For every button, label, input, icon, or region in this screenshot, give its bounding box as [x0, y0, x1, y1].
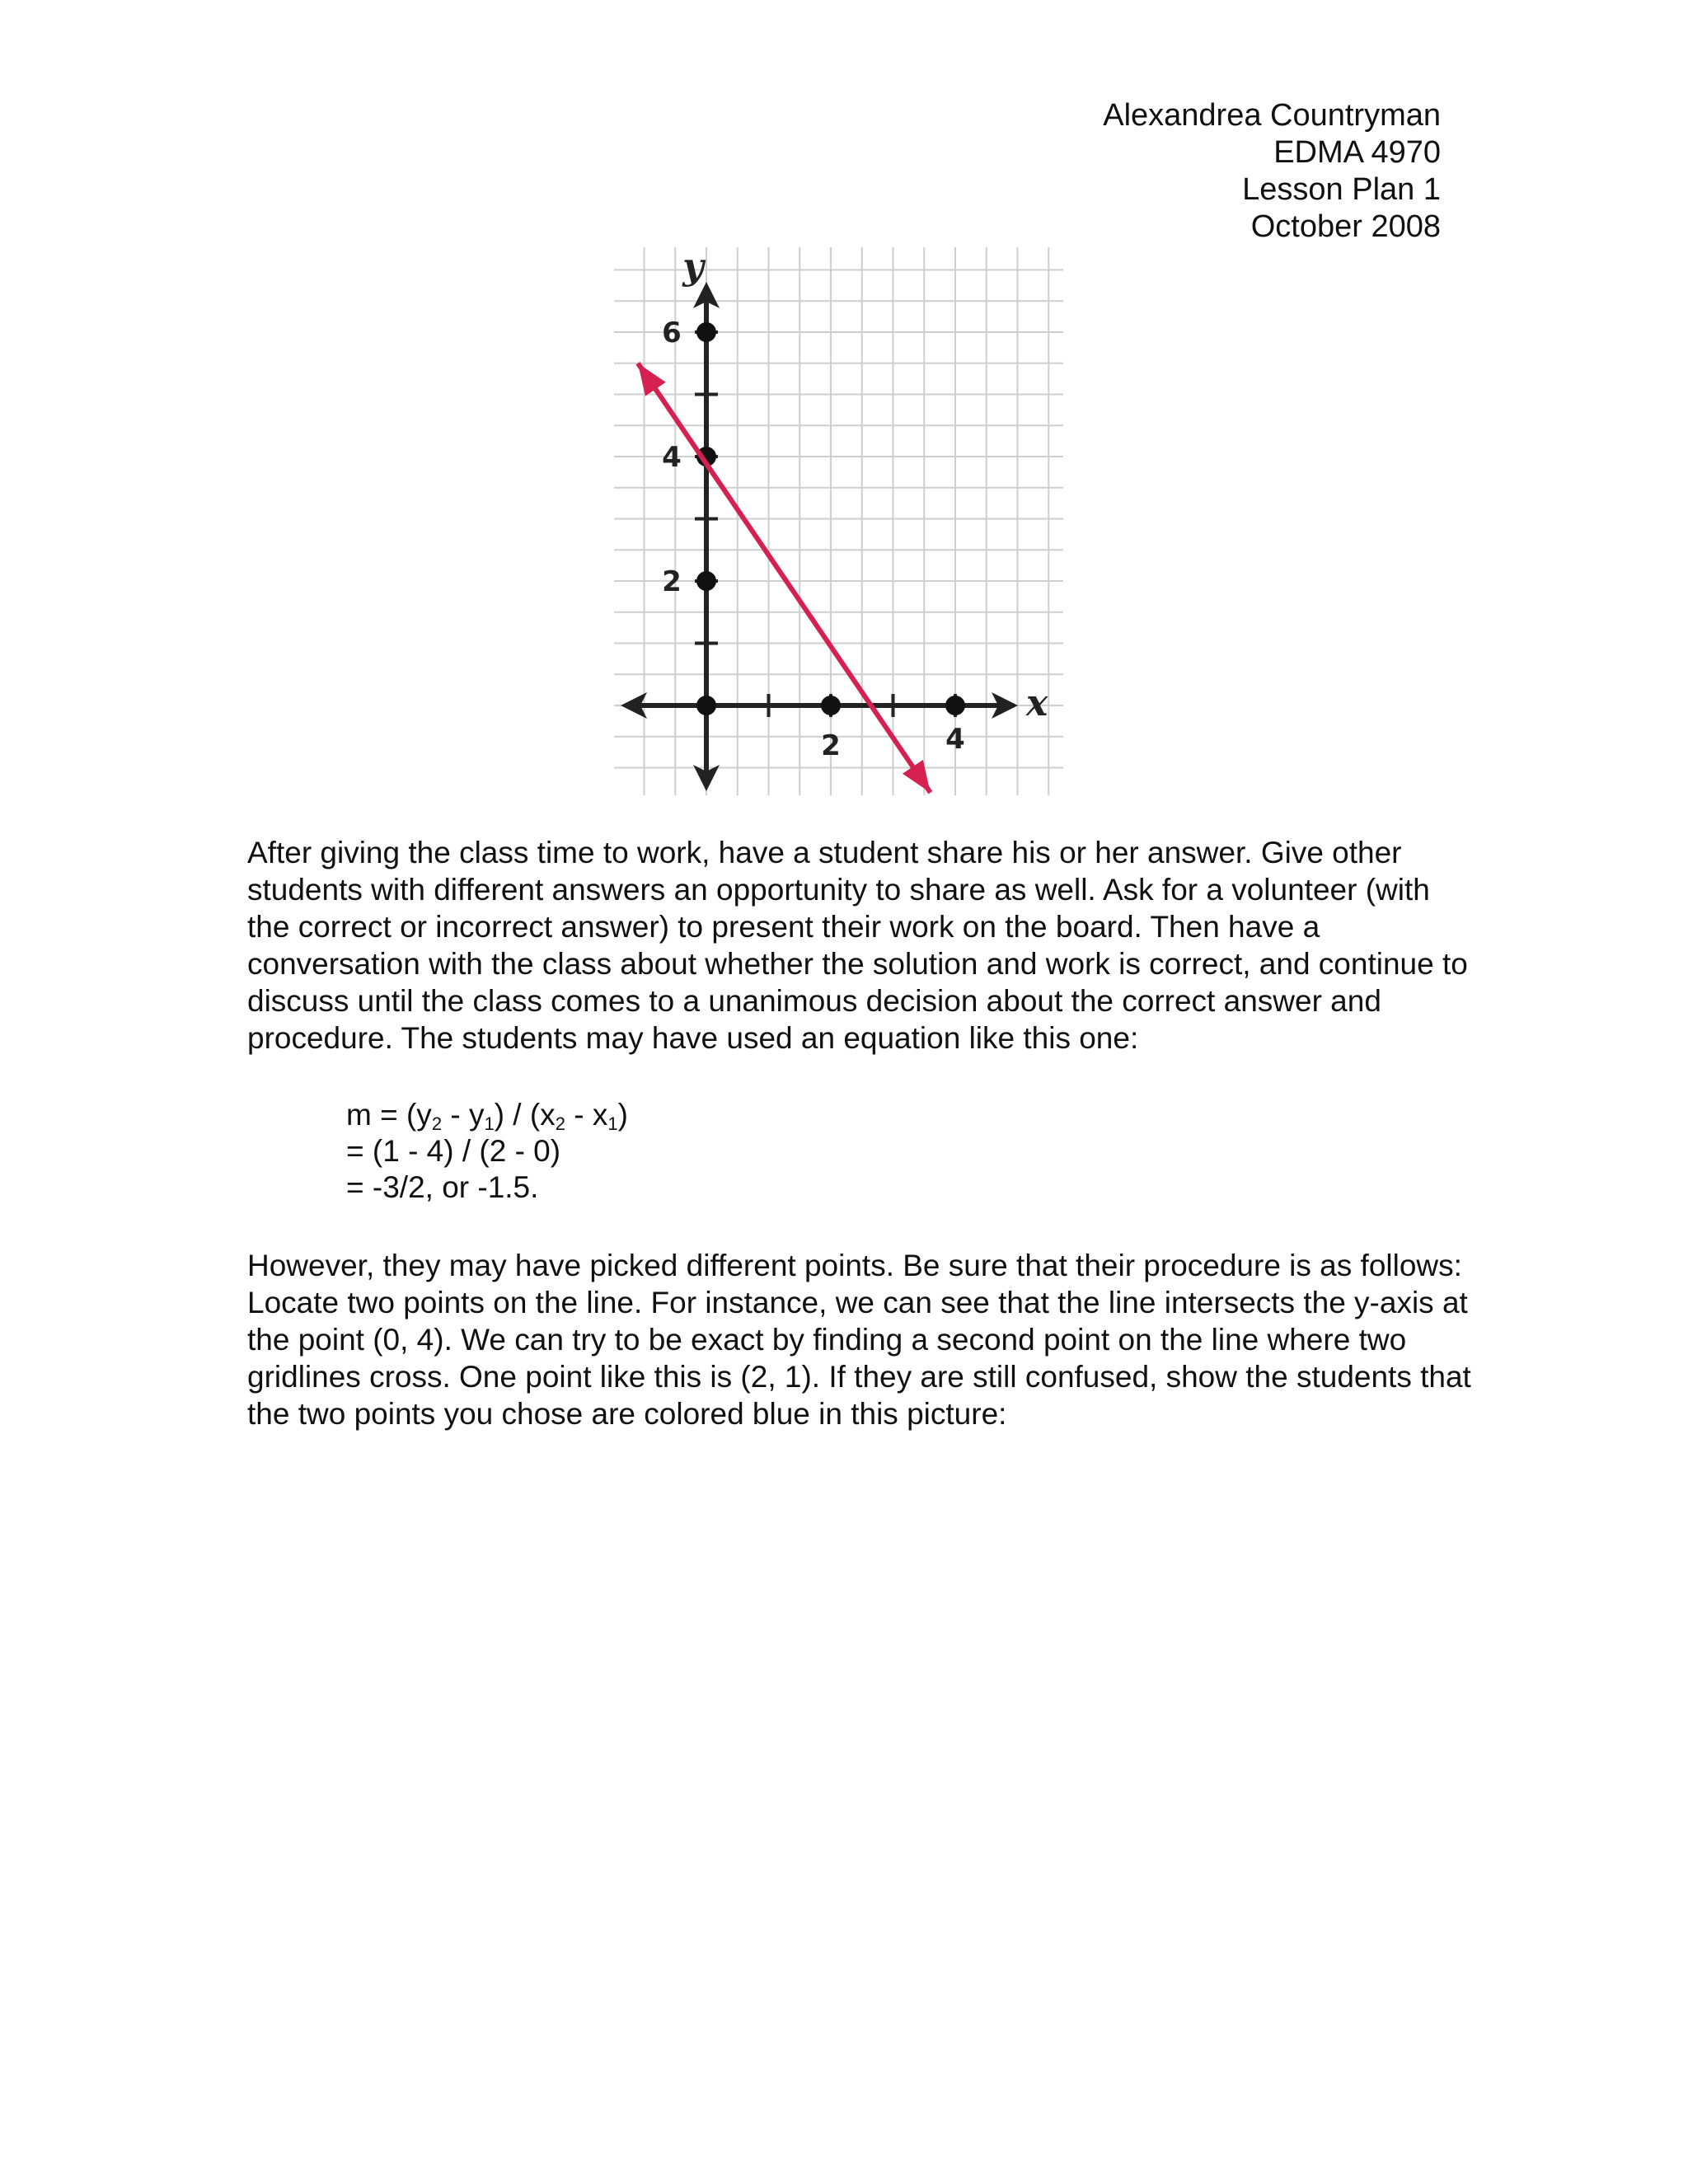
equation-line-2: = (1 - 4) / (2 - 0) — [346, 1134, 561, 1168]
y-tick-label: 4 — [662, 441, 682, 474]
marked-point — [696, 571, 716, 591]
paragraph-line: students with different answers an opportunity to share as well. Ask for a volunteer (with — [247, 873, 1430, 907]
marked-point — [821, 696, 841, 715]
slope-equation — [346, 1097, 628, 1206]
line-graph-figure — [614, 247, 1076, 804]
line-graph — [614, 247, 1076, 804]
course-code: EDMA 4970 — [1273, 135, 1441, 170]
x-tick-label: 2 — [821, 729, 841, 762]
graphed-line-arrow-start-icon — [638, 363, 666, 396]
paragraph-line: conversation with the class about whether the solution and work is correct, and continue to — [247, 947, 1468, 981]
paragraph-line: gridlines cross. One point like this is (2, 1). If they are still confused, show the students that — [247, 1360, 1471, 1394]
paragraph-line: After giving the class time to work, have a student share his or her answer. Give other — [247, 836, 1402, 869]
document-date: October 2008 — [1250, 209, 1441, 244]
marked-point — [945, 696, 965, 715]
paragraph-line: procedure. The students may have used an equation like this one: — [247, 1021, 1139, 1055]
y-tick-label: 2 — [662, 565, 682, 598]
author-name: Alexandrea Countryman — [1103, 98, 1441, 133]
x-tick-label: 4 — [945, 723, 965, 756]
paragraph-line: the point (0, 4). We can try to be exact by finding a second point on the line where two — [247, 1323, 1407, 1357]
marked-point — [696, 696, 716, 715]
paragraph-line: Locate two points on the line. For instance, we can see that the line intersects the y-axis at — [247, 1286, 1468, 1319]
y-tick-label: 6 — [662, 316, 682, 349]
equation-line-3: = -3/2, or -1.5. — [346, 1170, 539, 1204]
document-header — [1103, 97, 1441, 246]
graphed-line — [638, 363, 931, 793]
equation-line-1: $m = (y_2 - y_1) / (x_2 - x_1)$ — [346, 1098, 628, 1134]
paragraph-line: However, they may have picked different points. Be sure that their procedure is as follows: — [247, 1249, 1462, 1282]
marked-point — [696, 322, 716, 342]
paragraph-line: discuss until the class comes to a unanimous decision about the correct answer and — [247, 984, 1381, 1018]
lesson-title: Lesson Plan 1 — [1242, 172, 1441, 207]
instruction-paragraph — [247, 834, 1468, 1057]
y-axis-label: y — [682, 247, 704, 288]
x-axis-label: x — [1026, 682, 1048, 724]
graphed-line-arrow-end-icon — [903, 760, 931, 793]
procedure-paragraph — [247, 1247, 1471, 1432]
paragraph-line: the correct or incorrect answer) to present their work on the board. Then have a — [247, 910, 1320, 944]
paragraph-line: the two points you chose are colored blue in this picture: — [247, 1397, 1007, 1431]
graphed-line-segment — [638, 363, 931, 793]
